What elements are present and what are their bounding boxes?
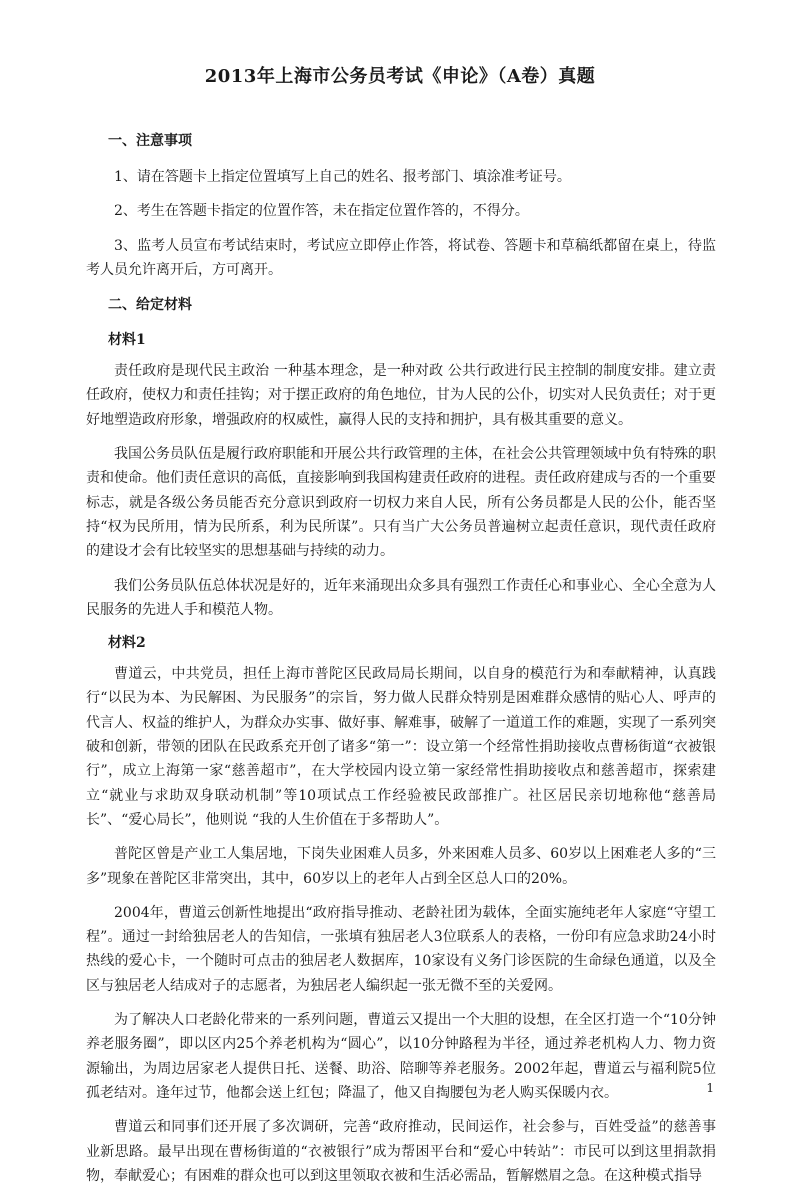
page-number: 1 [706,1081,714,1095]
note-item: 3、监考人员宣布考试结束时，考试应立即停止作答，将试卷、答题卡和草稿纸都留在桌上，待监考人员允许离开后，方可离开。 [86,237,716,278]
material-1-paragraph: 我们公务员队伍总体状况是好的，近年来涌现出众多具有强烈工作责任心和事业心、全心全意为人民服务的先进人手和模范人物。 [86,577,716,618]
material-2-label: 材料2 [108,635,146,652]
material-2-paragraph: 普陀区曾是产业工人集居地，下岗失业困难人员多，外来困难人员多、60岁以上困难老人多的“三多”现象在普陀区非常突出，其中，60岁以上的老年人占到全区总人口的20%。 [86,846,716,887]
note-item: 1、请在答题卡上指定位置填写上自己的姓名、报考部门、填涂准考证号。 [114,169,571,185]
material-2-paragraph: 2004年，曹道云创新性地提出“政府指导推动、老龄社团为载体，全面实施纯老年人家庭“守望工程”。通过一封给独居老人的告知信，一张填有独居老人3位联系人的表格，一份印有应急求助24小时热线的爱心卡，一个随时可点击的独居老人数据库，10家设有义务门诊医院的生命绿色通道，以及全区与独居老人结成对子的志愿者，为独居老人编织起一张无微不至的关爱网。 [86,904,716,994]
note-item: 2、考生在答题卡指定的位置作答，未在指定位置作答的，不得分。 [114,203,529,220]
section-heading-notes: 一、注意事项 [108,133,192,149]
material-2-paragraph: 曹道云和同事们还开展了多次调研，完善“政府推动，民间运作，社会参与，百姓受益”的慈善事业新思路。最早出现在曹杨街道的“衣被银行”成为帮困平台和“爱心中转站”：市民可以到这里捐款捐物，奉献爱心；有困难的群众也可以到这里领取衣被和生活必需品，暂解燃眉之急。在这种模式指导 [86,1119,716,1184]
document-body [86,130,716,1198]
material-1-paragraph: 责任政府是现代民主政治 一种基本理念，是一种对政 公共行政进行民主控制的制度安排。建立责任政府，使权力和责任挂钩；对于摆正政府的角色地位，甘为人民的公仆，切实对人民负责任；对于更好地塑造政府形象，增强政府的权威性，赢得人民的支持和拥护，具有极其重要的意义。 [86,363,716,428]
material-1-paragraph: 我国公务员队伍是履行政府职能和开展公共行政管理的主体，在社会公共管理领域中负有特殊的职责和使命。他们责任意识的高低，直接影响到我国构建责任政府的进程。责任政府建成与否的一个重要标志，就是各级公务员能否充分意识到政府一切权力来自人民，所有公务员都是人民的公仆，能否坚持“权为民所用，情为民所系，利为民所谋”。只有当广大公务员普遍树立起责任意识，现代责任政府的建设才会有比较坚实的思想基础与持续的动力。 [86,446,716,560]
material-2-paragraph: 为了解决人口老龄化带来的一系列问题，曹道云又提出一个大胆的设想，在全区打造一个“10分钟养老服务圈”，即以区内25个养老机构为“圆心”，以10分钟路程为半径，通过养老机构人力、物力资源输出，为周边居家老人提供日托、送餐、助浴、陪聊等养老服务。2002年起，曹道云与福利院5位孤老结对。逢年过节，他都会送上红包；降温了，他又自掏腰包为老人购买保暖内衣。 [86,1012,716,1101]
material-1-label: 材料1 [108,332,146,349]
material-2-paragraph: 曹道云，中共党员，担任上海市普陀区民政局局长期间，以自身的模范行为和奉献精神，认真践行“以民为本、为民解困、为民服务”的宗旨，努力做人民群众特别是困难群众感情的贴心人、呼声的代言人、权益的维护人，为群众办实事、做好事、解难事，破解了一道道工作的难题，实现了一系列突破和创新，带领的团队在民政系充开创了诸多“第一”：设立第一个经常性捐助接收点曹杨街道“衣被银行”，成立上海第一家“慈善超市”，在大学校园内设立第一家经常性捐助接收点和慈善超市，探索建立“就业与求助双身联动机制”等10项试点工作经验被民政部推广。社区居民亲切地称他“慈善局长”、“爱心局长”，他则说 “我的人生价值在于多帮助人”。 [86,666,716,828]
section-heading-materials: 二、给定材料 [108,297,192,314]
document-title: 2013年上海市公务员考试《申论》（A卷）真题 [204,66,596,87]
